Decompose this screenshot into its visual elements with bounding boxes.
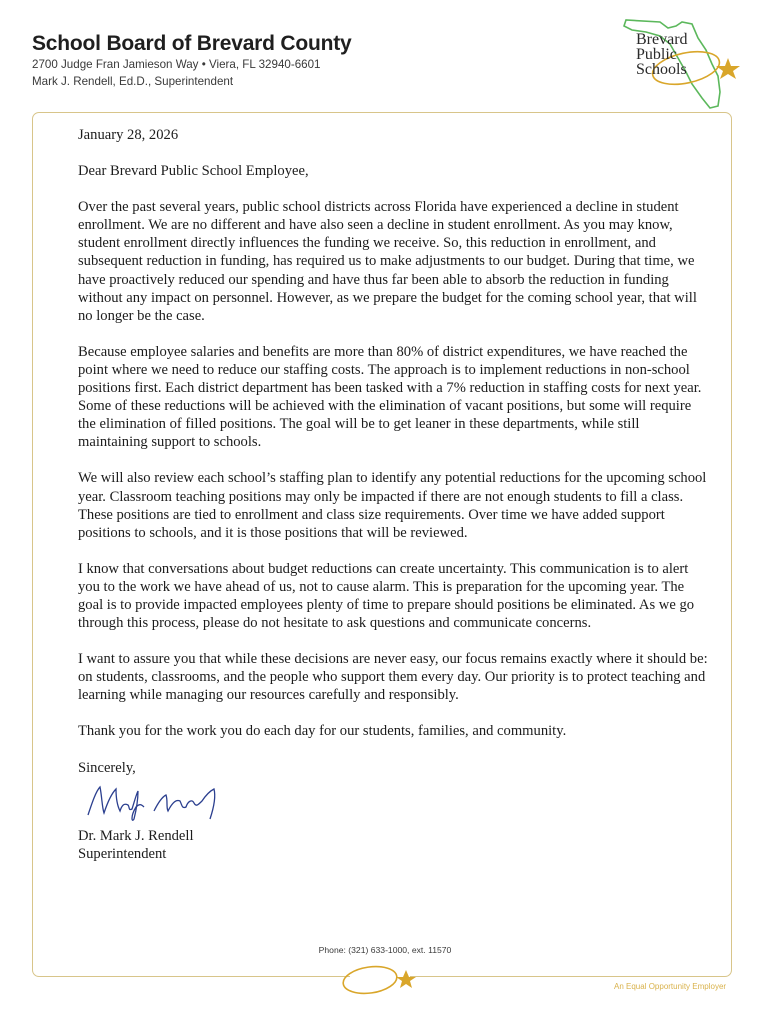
paragraph-3: We will also review each school’s staffing plan to identify any potential reductions for the upcoming school year. Classroom teaching positions may only be impacted if there are not enough students to fill a class. These positions are tied to enrollment and class size requirements. Over time we have added support positions to schools, and it is those positions that will be reviewed. — [78, 470, 707, 541]
letter-date: January 28, 2026 — [78, 127, 179, 143]
paragraph-1: Over the past several years, public school districts across Florida have experienced a decline in student enrollment. We are no different and have also seen a decline in student enrollment. As you may know, student enrollment directly influences the funding we receive. So, this reduction in enrollment, and subsequent reduction in funding, has required us to make adjustments to our budget. During that time, we have proactively reduced our spending and have thus far been able to absorb the reduction in funding without any impact on personnel. However, as we prepare the budget for the coming school year, that will no longer be the case. — [78, 199, 697, 324]
logo-line-3: Schools — [636, 61, 687, 78]
brevard-public-schools-logo — [620, 18, 750, 113]
superintendent-line: Mark J. Rendell, Ed.D., Superintendent — [32, 75, 234, 88]
signature-icon — [78, 777, 248, 825]
logo-line-1: Brevard — [636, 31, 688, 48]
signer-name: Dr. Mark J. Rendell — [78, 827, 194, 844]
closing: Sincerely, — [78, 759, 136, 776]
paragraph-5: I want to assure you that while these decisions are never easy, our focus remains exactly where it should be: on students, classrooms, and the people who support them every day. Our priority is to protect teaching and learning while managing our resources carefully and responsibly. — [78, 651, 708, 704]
organization-name: School Board of Brevard County — [32, 32, 352, 55]
letter-body — [78, 126, 712, 863]
equal-opportunity-employer: An Equal Opportunity Employer — [614, 982, 727, 991]
paragraph-2: Because employee salaries and benefits are more than 80% of district expenditures, we have reached the point where we need to reduce our staffing costs. The approach is to implement reductions in non-school positions first. Each district department has been tasked with a 7% reduction in staffing costs for next year. Some of these reductions will be achieved with the elimination of vacant positions, but some will require the elimination of filled positions. The goal will be to get leaner in these departments, while still maintaining support to schools. — [78, 343, 702, 451]
paragraph-6: Thank you for the work you do each day for our students, families, and community. — [78, 723, 567, 740]
signer-title: Superintendent — [78, 845, 167, 862]
address-line: 2700 Judge Fran Jamieson Way • Viera, FL 32940-6601 — [32, 58, 321, 71]
closing-block — [78, 759, 712, 863]
swoosh-star-icon — [330, 958, 430, 1002]
logo-line-2: Public — [636, 46, 677, 63]
footer-phone: Phone: (321) 633-1000, ext. 11570 — [318, 945, 452, 955]
paragraph-4: I know that conversations about budget reductions can create uncertainty. This communication is to alert you to the work we have ahead of us, not to cause alarm. This is preparation for the upcoming year. The goal is to provide impacted employees plenty of time to prepare should positions be eliminated. As we go through this process, please do not hesitate to ask questions and communicate concerns. — [78, 560, 695, 632]
logo-text — [636, 32, 688, 77]
footer-swoosh — [330, 958, 430, 1002]
letterhead — [32, 32, 352, 90]
salutation: Dear Brevard Public School Employee, — [78, 163, 309, 180]
signature-image — [78, 777, 712, 825]
